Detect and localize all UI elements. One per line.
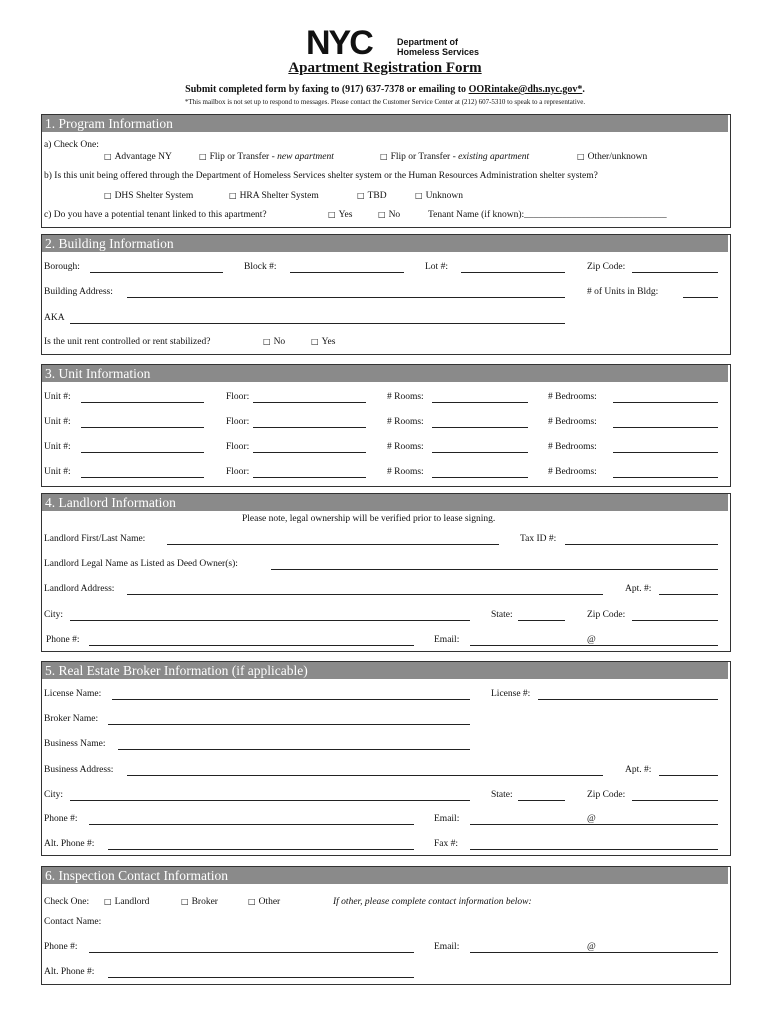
- option-tbd[interactable]: □ TBD: [357, 190, 387, 202]
- broker-state-label: State:: [491, 790, 513, 800]
- inspection-phone-input[interactable]: [89, 952, 414, 953]
- block-label: Block #:: [244, 262, 277, 272]
- unit-label: Unit #:: [44, 467, 71, 477]
- option-flip-existing[interactable]: □ Flip or Transfer - existing apartment: [380, 151, 529, 163]
- aka-label: AKA: [44, 313, 65, 323]
- rent-no-checkbox[interactable]: □ No: [263, 336, 285, 348]
- broker-fax-input[interactable]: [470, 849, 718, 850]
- tenant-question: c) Do you have a potential tenant linked to this apartment?: [44, 210, 267, 220]
- landlord-name-label: Landlord First/Last Name:: [44, 534, 146, 544]
- section-unit: [41, 364, 731, 487]
- rooms-input[interactable]: [432, 452, 528, 453]
- license-name-input[interactable]: [112, 699, 470, 700]
- landlord-phone-input[interactable]: [89, 645, 414, 646]
- section-4-header: 4. Landlord Information: [42, 494, 728, 511]
- floor-label: Floor:: [226, 467, 250, 477]
- broker-phone-input[interactable]: [89, 824, 414, 825]
- license-no-label: License #:: [491, 689, 531, 699]
- units-label: # of Units in Bldg:: [587, 287, 659, 297]
- inspection-check-label: Check One:: [44, 897, 90, 907]
- option-dhs-shelter[interactable]: □ DHS Shelter System: [104, 190, 193, 202]
- section-6-header: 6. Inspection Contact Information: [42, 867, 728, 884]
- license-no-input[interactable]: [538, 699, 718, 700]
- inspection-other-checkbox[interactable]: □ Other: [248, 896, 280, 908]
- ownership-note: Please note, legal ownership will be verified prior to lease signing.: [242, 514, 496, 524]
- tenant-name-field[interactable]: Tenant Name (if known):______________________________: [428, 210, 667, 220]
- bedrooms-input[interactable]: [613, 477, 718, 478]
- bedrooms-input[interactable]: [613, 402, 718, 403]
- mailbox-note: *This mailbox is not set up to respond to messages. Please contact the Customer Service Center at (212) 607-5310 to speak to a representative.: [184, 98, 586, 106]
- floor-label: Floor:: [226, 417, 250, 427]
- bedrooms-label: # Bedrooms:: [548, 392, 597, 402]
- rooms-label: # Rooms:: [387, 392, 424, 402]
- floor-input[interactable]: [253, 402, 366, 403]
- unit-input[interactable]: [81, 452, 204, 453]
- section-broker: [41, 661, 731, 856]
- block-input[interactable]: [290, 272, 404, 273]
- rent-question: Is the unit rent controlled or rent stabilized?: [44, 337, 211, 347]
- floor-label: Floor:: [226, 442, 250, 452]
- rooms-label: # Rooms:: [387, 417, 424, 427]
- section-1-header: 1. Program Information: [42, 115, 728, 132]
- landlord-address-input[interactable]: [127, 594, 603, 595]
- broker-city-label: City:: [44, 790, 64, 800]
- business-address-label: Business Address:: [44, 765, 114, 775]
- check-one-label: a) Check One:: [44, 140, 99, 150]
- landlord-state-input[interactable]: [518, 620, 565, 621]
- shelter-question: b) Is this unit being offered through the Department of Homeless Services shelter system or the Human Resources Administration shelter system?: [44, 171, 598, 181]
- landlord-apt-label: Apt. #:: [625, 584, 652, 594]
- rooms-input[interactable]: [432, 402, 528, 403]
- submit-email-link[interactable]: OORintake@dhs.nyc.gov*: [468, 84, 583, 95]
- section-5-header: 5. Real Estate Broker Information (if applicable): [42, 662, 728, 679]
- building-zip-input[interactable]: [632, 272, 718, 273]
- unit-input[interactable]: [81, 427, 204, 428]
- broker-phone-label: Phone #:: [44, 814, 78, 824]
- unit-input[interactable]: [81, 477, 204, 478]
- if-other-note: If other, please complete contact information below:: [333, 897, 532, 907]
- unit-label: Unit #:: [44, 417, 71, 427]
- lot-label: Lot #:: [425, 262, 448, 272]
- floor-input[interactable]: [253, 452, 366, 453]
- broker-email-at: @: [587, 814, 596, 824]
- aka-input[interactable]: [70, 323, 565, 324]
- logo-department: [397, 38, 479, 57]
- business-address-input[interactable]: [127, 775, 603, 776]
- unit-label: Unit #:: [44, 442, 71, 452]
- submit-instructions: Submit completed form by faxing to (917) 637-7378 or emailing to OORintake@dhs.nyc.gov*.: [185, 84, 585, 95]
- tax-id-input[interactable]: [565, 544, 718, 545]
- bedrooms-label: # Bedrooms:: [548, 442, 597, 452]
- borough-input[interactable]: [90, 272, 223, 273]
- borough-label: Borough:: [44, 262, 80, 272]
- inspection-email-at: @: [587, 942, 596, 952]
- tax-id-label: Tax ID #:: [520, 534, 557, 544]
- lot-input[interactable]: [461, 272, 565, 273]
- broker-alt-phone-label: Alt. Phone #:: [44, 839, 95, 849]
- section-3-header: 3. Unit Information: [42, 365, 728, 382]
- tenant-no-checkbox[interactable]: □ No: [378, 209, 400, 221]
- rent-yes-checkbox[interactable]: □ Yes: [311, 336, 335, 348]
- bedrooms-input[interactable]: [613, 427, 718, 428]
- landlord-email-label: Email:: [434, 635, 460, 645]
- broker-apt-input[interactable]: [659, 775, 718, 776]
- landlord-name-input[interactable]: [167, 544, 499, 545]
- inspection-landlord-checkbox[interactable]: □ Landlord: [104, 896, 149, 908]
- broker-name-input[interactable]: [108, 724, 470, 725]
- broker-state-input[interactable]: [518, 800, 565, 801]
- landlord-zip-input[interactable]: [632, 620, 718, 621]
- option-other-unknown[interactable]: □ Other/unknown: [577, 151, 647, 163]
- license-name-label: License Name:: [44, 689, 102, 699]
- unit-label: Unit #:: [44, 392, 71, 402]
- inspection-phone-label: Phone #:: [44, 942, 78, 952]
- broker-zip-input[interactable]: [632, 800, 718, 801]
- inspection-email-label: Email:: [434, 942, 460, 952]
- broker-fax-label: Fax #:: [434, 839, 459, 849]
- landlord-address-label: Landlord Address:: [44, 584, 115, 594]
- business-name-label: Business Name:: [44, 739, 106, 749]
- broker-zip-label: Zip Code:: [587, 790, 626, 800]
- legal-name-label: Landlord Legal Name as Listed as Deed Owner(s):: [44, 559, 238, 569]
- landlord-zip-label: Zip Code:: [587, 610, 626, 620]
- bedrooms-label: # Bedrooms:: [548, 467, 597, 477]
- bedrooms-input[interactable]: [613, 452, 718, 453]
- broker-apt-label: Apt. #:: [625, 765, 652, 775]
- landlord-city-label: City:: [44, 610, 64, 620]
- nyc-logo: [306, 24, 372, 62]
- legal-name-input[interactable]: [271, 569, 718, 570]
- contact-name-label: Contact Name:: [44, 917, 102, 927]
- option-flip-new[interactable]: □ Flip or Transfer - new apartment: [199, 151, 334, 163]
- landlord-state-label: State:: [491, 610, 513, 620]
- form-title: Apartment Registration Form: [288, 60, 482, 76]
- landlord-city-input[interactable]: [70, 620, 470, 621]
- rooms-label: # Rooms:: [387, 467, 424, 477]
- floor-label: Floor:: [226, 392, 250, 402]
- option-hra-shelter[interactable]: □ HRA Shelter System: [229, 190, 319, 202]
- logo-dept-line2: Homeless Services: [397, 46, 480, 57]
- broker-name-label: Broker Name:: [44, 714, 99, 724]
- rooms-label: # Rooms:: [387, 442, 424, 452]
- rooms-input[interactable]: [432, 427, 528, 428]
- inspection-alt-phone-input[interactable]: [108, 977, 414, 978]
- tenant-yes-checkbox[interactable]: □ Yes: [328, 209, 352, 221]
- landlord-apt-input[interactable]: [659, 594, 718, 595]
- units-input[interactable]: [683, 297, 718, 298]
- option-unknown[interactable]: □ Unknown: [415, 190, 463, 202]
- option-advantage-ny[interactable]: □ Advantage NY: [104, 151, 172, 163]
- building-address-label: Building Address:: [44, 287, 113, 297]
- floor-input[interactable]: [253, 477, 366, 478]
- rooms-input[interactable]: [432, 477, 528, 478]
- floor-input[interactable]: [253, 427, 366, 428]
- landlord-email-at: @: [587, 635, 596, 645]
- broker-email-label: Email:: [434, 814, 460, 824]
- building-zip-label: Zip Code:: [587, 262, 626, 272]
- section-2-header: 2. Building Information: [42, 235, 728, 252]
- bedrooms-label: # Bedrooms:: [548, 417, 597, 427]
- business-name-input[interactable]: [118, 749, 470, 750]
- broker-alt-phone-input[interactable]: [108, 849, 414, 850]
- building-address-input[interactable]: [127, 297, 565, 298]
- logo-nyc-text: NYC: [306, 24, 372, 62]
- broker-city-input[interactable]: [70, 800, 470, 801]
- inspection-broker-checkbox[interactable]: □ Broker: [181, 896, 218, 908]
- inspection-alt-phone-label: Alt. Phone #:: [44, 967, 95, 977]
- landlord-phone-label: Phone #:: [46, 635, 80, 645]
- unit-input[interactable]: [81, 402, 204, 403]
- logo-dept-line1: Department of: [397, 37, 459, 47]
